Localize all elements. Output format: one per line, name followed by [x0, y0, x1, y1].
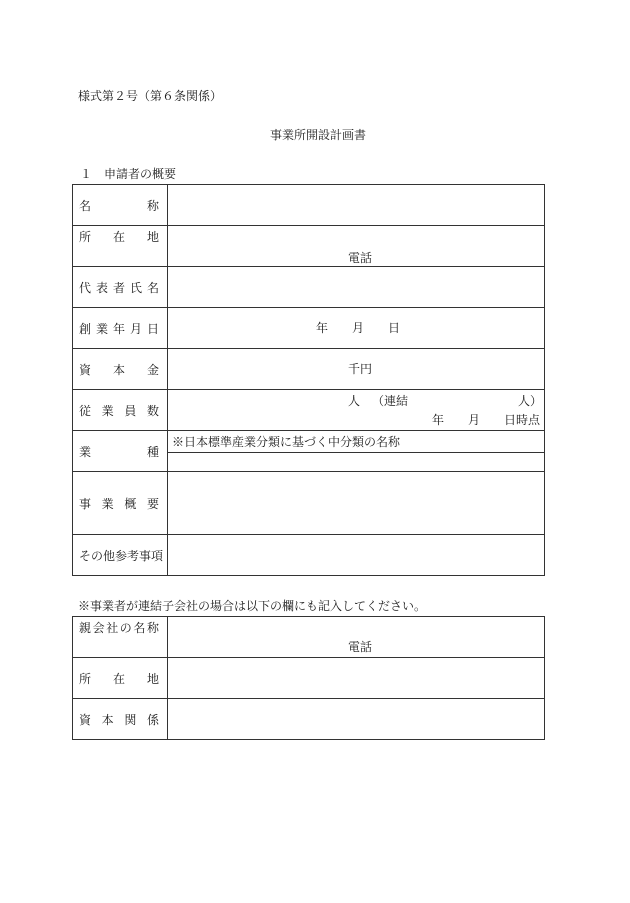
- label-cell-parent-address: [73, 658, 168, 699]
- label-char: 年: [112, 321, 125, 336]
- label-char: 金: [146, 362, 159, 377]
- label-char: 関: [124, 712, 137, 727]
- people-label: 人: [348, 394, 361, 408]
- label-char: 代: [79, 280, 92, 295]
- label-cell-capital-relation: [73, 699, 168, 740]
- parent-address-input-cell[interactable]: [168, 658, 545, 699]
- label-char: 係: [146, 712, 159, 727]
- address-input-cell[interactable]: [168, 226, 545, 267]
- label-char: 事: [79, 496, 92, 511]
- business-summary-input-cell[interactable]: [168, 472, 545, 535]
- label-char: 業: [79, 444, 92, 459]
- document-title: 事業所開設計画書: [270, 128, 367, 142]
- capital-relation-input-cell[interactable]: [168, 699, 545, 740]
- label-char: 月: [129, 321, 142, 336]
- label-char: 本: [112, 362, 125, 377]
- row-representative: [73, 267, 545, 308]
- label-char: の: [119, 620, 132, 635]
- label-char: 創: [79, 321, 92, 336]
- representative-input-cell[interactable]: [168, 267, 545, 308]
- row-business-summary: [73, 472, 545, 535]
- label-char: 地: [146, 671, 159, 686]
- label-cell-founding-date: [73, 308, 168, 349]
- row-capital-relation: [73, 699, 545, 740]
- label-char: 親: [79, 620, 92, 635]
- label-char: 要: [146, 496, 159, 511]
- label-char: 資: [79, 712, 92, 727]
- label-cell-business-summary: [73, 472, 168, 535]
- row-founding-date: [73, 308, 545, 349]
- label-cell-parent-name: [73, 617, 168, 658]
- form-number: 様式第２号（第６条関係）: [78, 89, 223, 103]
- other-info-input-cell[interactable]: [168, 535, 545, 576]
- label-char: 従: [79, 403, 92, 418]
- label-char: 種: [146, 444, 159, 459]
- year-label: 年: [316, 321, 329, 335]
- row-employees: [73, 390, 545, 431]
- label-char: 地: [146, 229, 159, 244]
- founding-date-input-cell[interactable]: [168, 308, 545, 349]
- label-char: 員: [124, 403, 137, 418]
- phone-label: 電話: [348, 640, 373, 654]
- row-parent-name: [73, 617, 545, 658]
- section1-heading: １ 申請者の概要: [80, 167, 177, 181]
- row-address: [73, 226, 545, 267]
- as-of-day-label: 日時点: [504, 413, 541, 427]
- label-char: 日: [146, 321, 159, 336]
- name-input-cell[interactable]: [168, 185, 545, 226]
- label-char: 会: [92, 620, 105, 635]
- label-char: 称: [146, 198, 159, 213]
- label-cell-industry: [73, 431, 168, 472]
- thousand-yen-label: 千円: [348, 362, 373, 376]
- label-char: 業: [95, 321, 108, 336]
- industry-classification-note: ※日本標準産業分類に基づく中分類の名称: [172, 435, 401, 449]
- consolidated-open-label: （連結: [372, 394, 409, 408]
- phone-label: 電話: [348, 251, 373, 265]
- label-cell-other-info: [73, 535, 168, 576]
- label-char: 名: [146, 280, 159, 295]
- label-char: 表: [95, 280, 108, 295]
- consolidated-close-label: 人）: [518, 394, 543, 408]
- day-label: 日: [388, 321, 401, 335]
- parent-name-input-cell[interactable]: [168, 617, 545, 658]
- applicant-overview-table: [72, 184, 545, 576]
- label-char: 在: [112, 671, 125, 686]
- label-char: 名: [79, 198, 92, 213]
- label-char: 業: [101, 496, 114, 511]
- as-of-month-label: 月: [468, 413, 481, 427]
- row-parent-address: [73, 658, 545, 699]
- label-char: 所: [79, 671, 92, 686]
- label-cell-representative: [73, 267, 168, 308]
- as-of-year-label: 年: [432, 413, 445, 427]
- label-char: 所: [79, 229, 92, 244]
- row-industry: [73, 431, 545, 472]
- label-char: 者: [112, 280, 125, 295]
- label-char: 社: [106, 620, 119, 635]
- label-cell-employees: [73, 390, 168, 431]
- other-info-label: その他参考事項: [79, 548, 164, 563]
- label-char: 本: [101, 712, 114, 727]
- consolidated-subsidiary-note: ※事業者が連結子会社の場合は以下の欄にも記入してください。: [78, 599, 427, 613]
- label-char: 称: [146, 620, 159, 635]
- parent-company-table: [72, 616, 545, 740]
- capital-input-cell[interactable]: [168, 349, 545, 390]
- month-label: 月: [352, 321, 365, 335]
- row-capital: [73, 349, 545, 390]
- label-char: 業: [101, 403, 114, 418]
- label-char: 名: [133, 620, 146, 635]
- label-char: 在: [112, 229, 125, 244]
- industry-divider: [168, 452, 544, 453]
- label-char: 資: [79, 362, 92, 377]
- label-cell-capital: [73, 349, 168, 390]
- label-cell-address: [73, 226, 168, 267]
- label-char: 概: [124, 496, 137, 511]
- label-char: 氏: [129, 280, 142, 295]
- industry-input-cell[interactable]: [168, 431, 545, 472]
- label-char: 数: [146, 403, 159, 418]
- row-other-info: [73, 535, 545, 576]
- employees-input-cell[interactable]: [168, 390, 545, 431]
